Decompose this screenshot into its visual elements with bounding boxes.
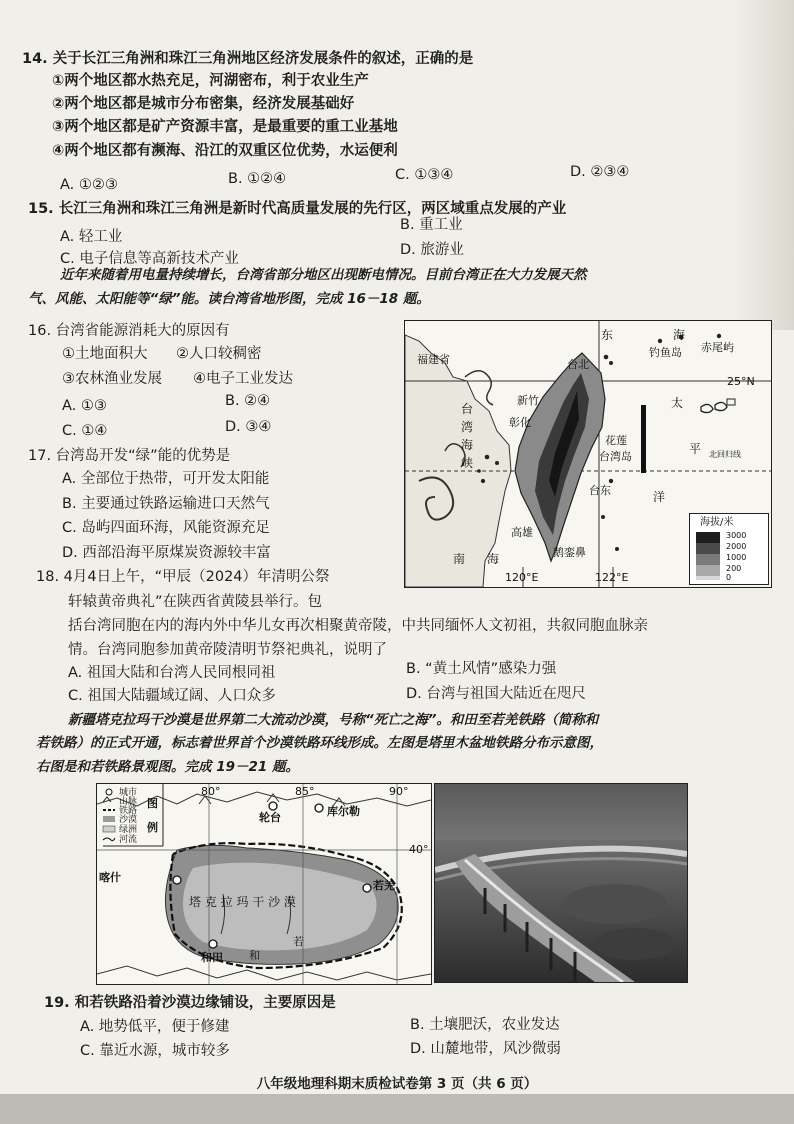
question-17-option-b: B. 主要通过铁路运输进口天然气 [62,496,270,512]
question-14-option-a: A. ①②③ [60,177,118,193]
paper-fold-shadow [0,1094,794,1124]
elevation-swatch-1000 [696,554,720,565]
label-strait-2: 湾 [461,420,474,434]
question-16-item-1: ①土地面积大 [62,346,148,362]
label-strait-3: 海 [461,438,474,452]
label-zhanghua: 彰化 [509,416,531,429]
label-pacific-3: 洋 [653,490,666,504]
label-pacific-2: 平 [689,442,702,456]
label-strait-4: 峡 [461,456,474,470]
elevation-legend [689,513,769,585]
legend-city: 城市 [119,788,138,798]
label-he-railway-2: 若 [293,935,304,948]
question-17-option-c: C. 岛屿四面环海，风能资源充足 [62,520,270,536]
label-fujian: 福建省 [417,353,450,366]
label-lon-90: 90° [389,785,409,798]
label-lon-85: 85° [295,785,315,798]
taiwan-topographic-map [404,320,772,588]
page-footer: 八年级地理科期末质检试卷第 3 页（共 6 页） [256,1076,538,1092]
question-19-option-b: B. 土壤肥沃，农业发达 [410,1017,560,1033]
label-lat-40: 40° [409,843,429,856]
label-ruoqiang: 若羌 [373,879,395,892]
question-16-option-c: C. ①④ [62,423,108,439]
label-taipei: 台北 [567,358,589,371]
label-lat-25n: 25°N [727,375,755,388]
xinjiang-intro-line-3: 右图是和若铁路景观图。完成 19－21 题。 [36,759,299,775]
label-chiwei-island: 赤尾屿 [701,341,734,354]
elevation-value-2000: 2000 [726,542,747,551]
legend-river: 河流 [119,835,138,845]
label-east-china-sea-2: 海 [673,328,686,342]
question-14-item-4: ④两个地区都有濒海、沿江的双重区位优势，水运便利 [52,143,398,159]
label-strait-1: 台 [461,402,474,416]
question-18-option-b: B. “黄土风情”感染力强 [406,661,557,677]
label-gaoxiong: 高雄 [511,526,533,539]
question-16-item-3: ③农林渔业发展 [62,371,162,387]
question-15-option-d: D. 旅游业 [400,242,464,258]
label-lon-122e: 122°E [595,571,629,584]
elevation-value-3000: 3000 [726,531,747,540]
question-16-option-a: A. ①③ [62,398,107,414]
question-14-option-d: D. ②③④ [570,164,630,180]
label-he-railway-1: 和 [249,949,260,962]
question-19-stem: 19. 和若铁路沿着沙漠边缘铺设，主要原因是 [44,995,336,1011]
label-south-china-sea-1: 南 [453,552,466,566]
question-17-stem: 17. 台湾岛开发“绿”能的优势是 [28,448,231,464]
question-15-stem: 15. 长江三角洲和珠江三角洲是新时代高质量发展的先行区，两区域重点发展的产业 [28,201,567,217]
label-diaoyu-island: 钓鱼岛 [649,346,682,359]
label-xinzhu: 新竹 [517,394,539,407]
label-korla: 库尔勒 [327,805,360,818]
question-16-stem: 16. 台湾省能源消耗大的原因有 [28,323,230,339]
page-bleed-shadow [732,0,794,330]
question-14-option-c: C. ①③④ [395,167,454,183]
label-pacific-1: 太 [671,396,684,410]
label-lon-80: 80° [201,785,221,798]
legend-title-1: 图 [147,797,158,810]
label-taidong: 台东 [589,484,611,497]
question-16-item-2: ②人口较稠密 [176,346,262,362]
label-taklamakan-desert: 塔 克 拉 玛 干 沙 漠 [189,895,296,909]
label-lon-120e: 120°E [505,571,539,584]
label-hotan: 和田 [201,951,223,964]
elevation-value-1000: 1000 [726,553,747,562]
question-17-option-a: A. 全部位于热带，可开发太阳能 [62,471,270,487]
question-18-stem-line-2: 轩辕黄帝典礼”在陕西省黄陵县举行。包 [68,594,323,610]
label-taiwan-island: 台湾岛 [599,450,632,463]
question-19-option-d: D. 山麓地带，风沙微弱 [410,1041,561,1057]
question-18-option-a: A. 祖国大陆和台湾人民同根同祖 [68,665,276,681]
label-kashgar: 喀什 [99,871,121,884]
legend-oasis: 绿洲 [119,825,138,835]
hetian-ruoqiang-railway-photo [434,783,688,983]
elevation-value-0: 0 [726,573,732,582]
question-16-item-4: ④电子工业发达 [193,371,293,387]
question-17-option-d: D. 西部沿海平原煤炭资源较丰富 [62,545,271,561]
question-15-option-a: A. 轻工业 [60,229,123,245]
question-15-option-b: B. 重工业 [400,217,463,233]
railway-photo-graphic [435,784,687,982]
elevation-value-200: 200 [726,564,742,573]
elevation-swatch-2000 [696,543,720,554]
legend-railway: 铁路 [119,806,138,816]
legend-title-2: 例 [147,821,158,834]
taiwan-intro-line-1: 近年来随着用电量持续增长，台湾省部分地区出现断电情况。目前台湾正在大力发展天然 [60,267,587,283]
question-14-stem: 14. 关于长江三角洲和珠江三角洲地区经济发展条件的叙述，正确的是 [22,51,474,67]
question-18-option-d: D. 台湾与祖国大陆近在咫尺 [406,686,586,702]
question-16-option-d: D. ③④ [225,419,272,435]
question-19-option-c: C. 靠近水源，城市较多 [80,1043,230,1059]
tarim-basin-railway-map [96,783,432,985]
question-18-stem-line-1: 18. 4月4日上午，“甲辰（2024）年清明公祭 [36,569,330,585]
legend-desert: 沙漠 [119,815,138,825]
question-18-option-c: C. 祖国大陆疆域辽阔、人口众多 [68,688,276,704]
label-hualian: 花莲 [605,434,627,447]
question-18-stem-line-4: 情。台湾同胞参加黄帝陵清明节祭祀典礼，说明了 [68,642,387,658]
legend-mountain: 山脉 [119,797,138,807]
question-14-item-3: ③两个地区都是矿产资源丰富，是最重要的重工业基地 [52,119,398,135]
question-15-option-c: C. 电子信息等高新技术产业 [60,251,239,267]
question-14-item-1: ①两个地区都水热充足，河湖密布，利于农业生产 [52,73,369,89]
question-19-option-a: A. 地势低平，便于修建 [80,1019,230,1035]
question-18-stem-line-3: 括台湾同胞在内的海内外中华儿女再次相聚黄帝陵，中共同缅怀人文初祖，共叙同胞血脉亲 [68,618,648,634]
elevation-swatch-3000 [696,532,720,543]
xinjiang-intro-line-1: 新疆塔克拉玛干沙漠是世界第二大流动沙漠，号称“死亡之海”。和田至若羌铁路（简称和 [68,712,599,728]
label-south-china-sea-2: 海 [487,552,500,566]
label-luntai: 轮台 [259,811,281,824]
xinjiang-intro-line-2: 若铁路）的正式开通，标志着世界首个沙漠铁路环线形成。左图是塔里木盆地铁路分布示意图， [36,735,603,751]
question-14-item-2: ②两个地区都是城市分布密集，经济发展基础好 [52,96,355,112]
elevation-swatch-0 [696,576,720,580]
question-14-option-b: B. ①②④ [228,171,287,187]
elevation-swatch-200 [696,565,720,576]
taiwan-intro-line-2: 气、风能、太阳能等“绿”能。读台湾省地形图，完成 16－18 题。 [28,291,430,307]
label-east-china-sea-1: 东 [601,328,614,342]
question-16-option-b: B. ②④ [225,393,271,409]
label-tropic-of-cancer: 北回归线 [709,450,741,459]
elevation-legend-title: 海拔/米 [700,517,734,528]
label-eluanbi: 鹅銮鼻 [553,546,586,559]
